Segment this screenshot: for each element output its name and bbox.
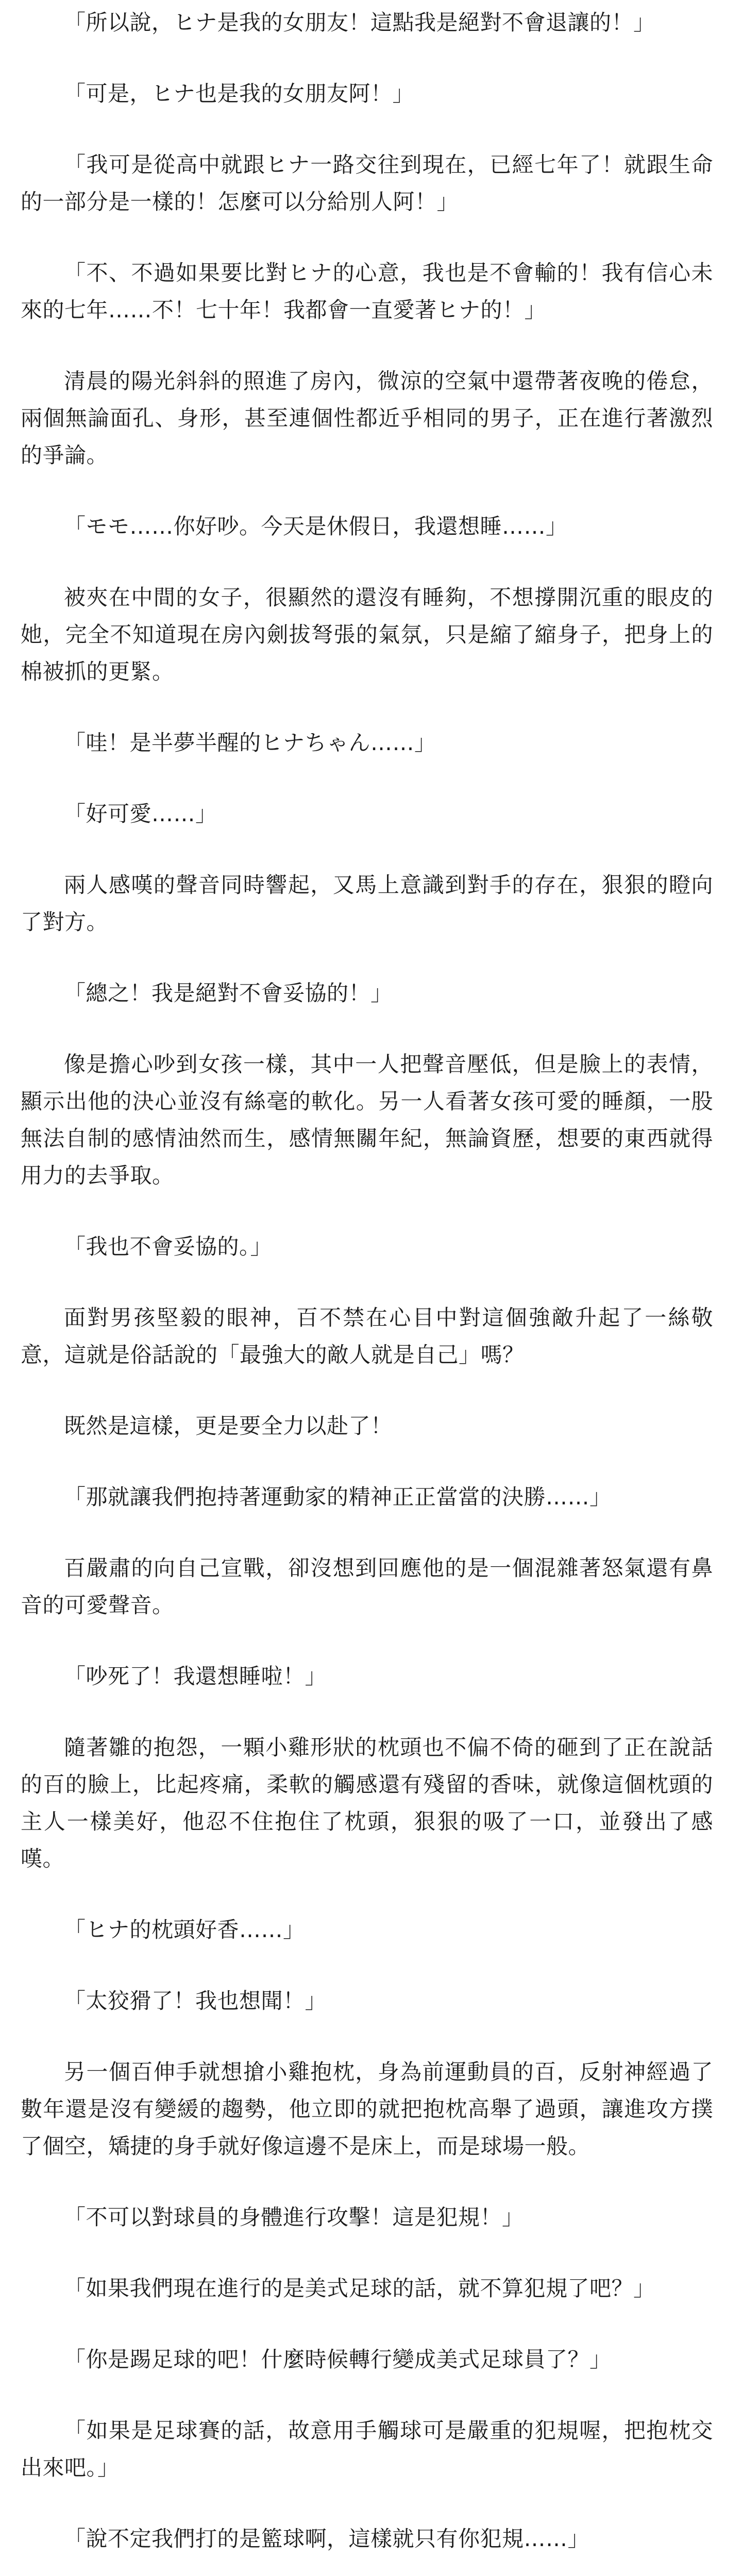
paragraph: 「可是，ヒナ也是我的女朋友阿！」 (64, 81, 415, 106)
paragraph: 既然是這樣，更是要全力以赴了！ (64, 1413, 393, 1438)
paragraph: 「如果我們現在進行的是美式足球的話，就不算犯規了吧？」 (64, 2276, 655, 2301)
paragraph: 「我可是從高中就跟ヒナ一路交往到現在，已經七年了！就跟生命的一部分是一樣的！怎麼可以分給別人阿！」 (21, 152, 713, 214)
paragraph: 「ヒナ的枕頭好香……」 (64, 1917, 305, 1942)
paragraph: 像是擔心吵到女孩一樣，其中一人把聲音壓低，但是臉上的表情，顯示出他的決心並沒有絲毫的軟化。另一人看著女孩可愛的睡顏，一股無法自制的感情油然而生，感情無關年紀，無論資歷，想要的東西就得用力的去爭取。 (21, 1052, 713, 1188)
paragraph: 「說不定我們打的是籃球啊，這樣就只有你犯規……」 (64, 2526, 590, 2551)
paragraph-list (21, 4, 713, 2576)
paragraph: 「你是踢足球的吧！什麼時候轉行變成美式足球員了？」 (64, 2347, 612, 2372)
paragraph: 隨著雛的抱怨，一顆小雞形狀的枕頭也不偏不倚的砸到了正在說話的百的臉上，比起疼痛，柔軟的觸感還有殘留的香味，就像這個枕頭的主人一樣美好，他忍不住抱住了枕頭，狠狠的吸了一口，並發出了感嘆。 (21, 1735, 713, 1871)
paragraph: 百嚴肅的向自己宣戰，卻沒想到回應他的是一個混雜著怒氣還有鼻音的可愛聲音。 (21, 1555, 713, 1618)
paragraph: 「如果是足球賽的話，故意用手觸球可是嚴重的犯規喔，把抱枕交出來吧。」 (21, 2418, 713, 2480)
paragraph: 被夾在中間的女子，很顯然的還沒有睡夠，不想撐開沉重的眼皮的她，完全不知道現在房內劍拔弩張的氣氛，只是縮了縮身子，把身上的棉被抓的更緊。 (21, 585, 713, 684)
paragraph: 「好可愛……」 (64, 801, 217, 826)
paragraph: 「所以說，ヒナ是我的女朋友！這點我是絕對不會退讓的！」 (64, 10, 655, 35)
paragraph: 「不、不過如果要比對ヒナ的心意，我也是不會輸的！我有信心未來的七年……不！七十年！我都會一直愛著ヒナ的！」 (21, 260, 713, 323)
paragraph: 另一個百伸手就想搶小雞抱枕，身為前運動員的百，反射神經過了數年還是沒有變緩的趨勢，他立即的就把抱枕高舉了過頭，讓進攻方撲了個空，矯捷的身手就好像這邊不是床上，而是球場一般。 (21, 2059, 713, 2159)
paragraph: 「我也不會妥協的。」 (64, 1234, 273, 1259)
paragraph: 清晨的陽光斜斜的照進了房內，微涼的空氣中還帶著夜晚的倦怠，兩個無論面孔、身形，甚至連個性都近乎相同的男子，正在進行著激烈的爭論。 (21, 368, 713, 468)
paragraph: 「モモ……你好吵。今天是休假日，我還想睡……」 (64, 514, 568, 539)
paragraph: 「那就讓我們抱持著運動家的精神正正當當的決勝……」 (64, 1484, 612, 1510)
paragraph: 「不可以對球員的身體進行攻擊！這是犯規！」 (64, 2205, 524, 2230)
paragraph: 兩人感嘆的聲音同時響起，又馬上意識到對手的存在，狠狠的瞪向了對方。 (21, 872, 713, 935)
paragraph: 「哇！是半夢半醒的ヒナちゃん……」 (64, 730, 436, 755)
paragraph: 「吵死了！我還想睡啦！」 (64, 1664, 327, 1689)
paragraph: 「總之！我是絕對不會妥協的！」 (64, 980, 393, 1006)
paragraph: 「太狡猾了！我也想聞！」 (64, 1988, 327, 2013)
paragraph: 面對男孩堅毅的眼神，百不禁在心目中對這個強敵升起了一絲敬意，這就是俗話說的「最強大的敵人就是自己」嗎？ (21, 1305, 713, 1367)
